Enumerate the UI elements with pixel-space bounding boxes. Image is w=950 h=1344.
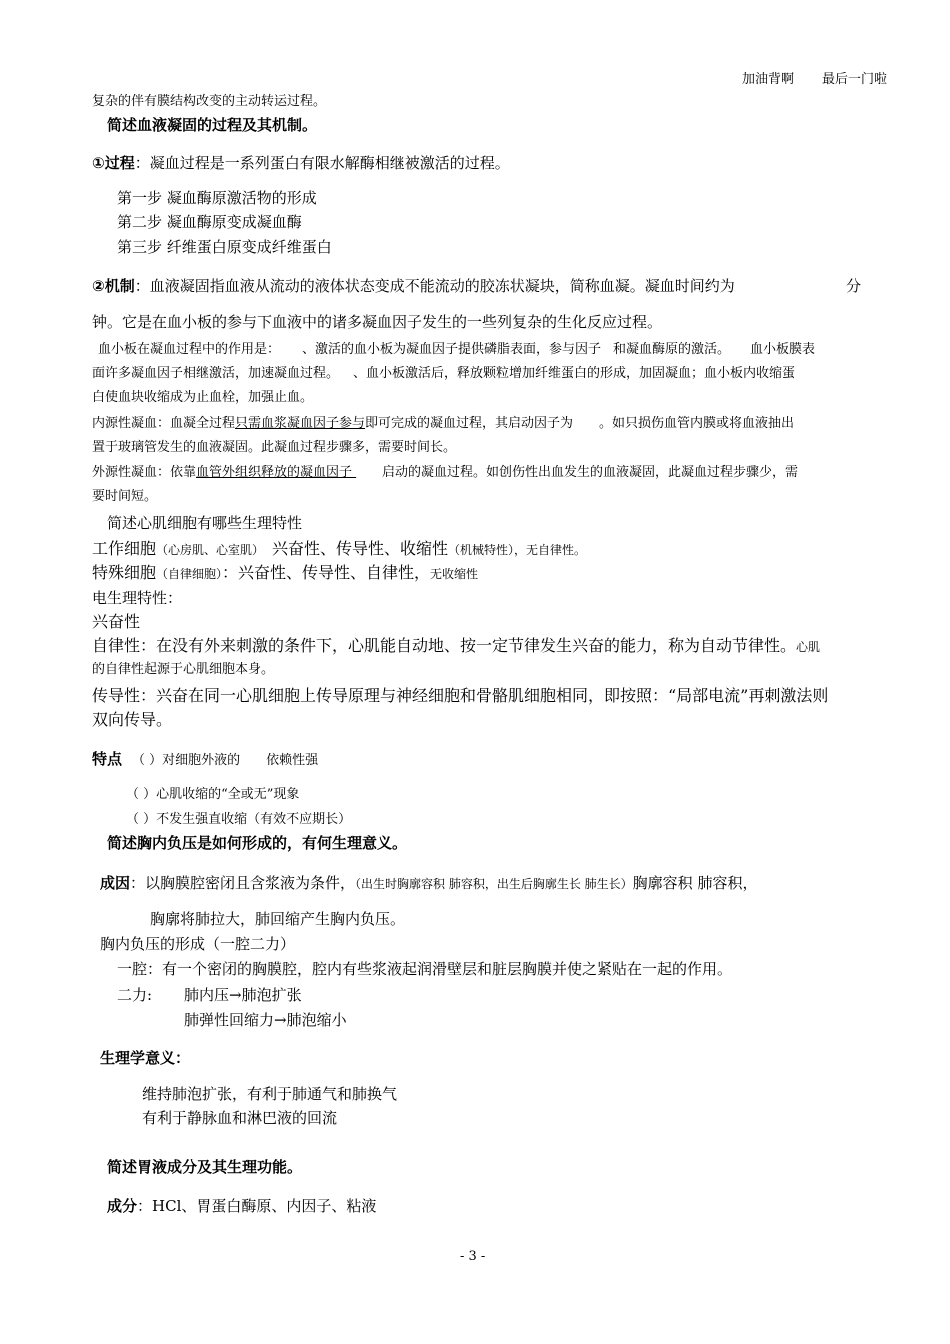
question-heading: 简述胸内负压是如何形成的，有何生理意义。 — [107, 834, 408, 852]
automaticity-line — [92, 636, 820, 657]
text-line: 胸廓将肺拉大，肺回缩产生胸内负压。 — [150, 910, 406, 928]
text-span: 面许多凝血因子相继激活，加速凝血过程。 — [92, 366, 340, 381]
text-span: 、激活的血小板为凝血因子提供磷脂表面，参与因子 — [302, 342, 602, 357]
text-span: 和凝血酶原的激活。 — [613, 342, 731, 357]
text-span: （机械特性），无自律性。 — [448, 543, 587, 557]
subheading: 生理学意义： — [100, 1049, 191, 1067]
composition-label: 成分 — [107, 1197, 138, 1215]
text-span: 即可完成的凝血过程，其启动因子为 — [365, 416, 574, 431]
underlined-span: 血管外组织释放的凝血因子 — [196, 465, 353, 480]
step-line: 第二步 凝血酶原变成凝血酶 — [117, 213, 302, 231]
text-span: 血小板在凝血过程中的作用是： — [98, 342, 281, 357]
cause-line — [100, 874, 757, 894]
text-span: 外源性凝血：依靠 — [92, 465, 197, 480]
platelet-line — [98, 342, 815, 359]
text-span: 胸廓容积 肺容积， — [632, 874, 758, 892]
features-label: 特点 — [92, 750, 123, 768]
text-span: 内源性凝血：血凝全过程 — [92, 416, 236, 431]
force-label: 二力: — [117, 986, 153, 1004]
step-line: 第一步 凝血酶原激活物的形成 — [117, 189, 317, 207]
text-span: 心肌 — [796, 640, 821, 654]
force-item: 肺内压→肺泡扩张 — [184, 986, 302, 1004]
text-line: 置于玻璃管发生的血液凝固。此凝血过程步骤多，需要时间长。 — [92, 440, 457, 455]
text-line: 一腔：有一个密闭的胸膜腔，腔内有些浆液起润滑壁层和脏层胸膜并使之紧贴在一起的作用。 — [117, 960, 733, 978]
header-right: 最后一门啦 — [822, 72, 888, 87]
underlined-span: 只需血浆凝血因子参与 — [235, 416, 366, 431]
text-span: （出生时胸廓容积 肺容积，出生后胸廓生长 肺生长） — [355, 877, 633, 891]
text-span: ：以胸膜腔密闭且含浆液为条件， — [130, 874, 356, 892]
question-heading: 简述血液凝固的过程及其机制。 — [107, 116, 318, 134]
text-span: 血小板膜表 — [750, 342, 816, 357]
process-paragraph — [92, 154, 510, 174]
mechanism-text: ：血液凝固指血液从流动的液体状态变成不能流动的胶冻状凝块，简称血凝。凝血时间约为 — [134, 277, 735, 295]
text-line: 维持肺泡扩张，有利于肺通气和肺换气 — [142, 1085, 398, 1103]
question-heading: 简述心肌细胞有哪些生理特性 — [107, 514, 303, 532]
text-line: 传导性：兴奋在同一心肌细胞上传导原理与神经细胞和骨骼肌细胞相同，即按照：“局部电流”再刺激法则 — [92, 686, 829, 705]
composition-line — [107, 1197, 376, 1217]
process-text: ：凝血过程是一系列蛋白有限水解酶相继被激活的过程。 — [134, 154, 510, 172]
text-line: 白使血块收缩成为止血栓，加强止血。 — [92, 390, 314, 405]
mechanism-label: ②机制 — [92, 277, 135, 295]
subheading: 胸内负压的形成（一腔二力） — [100, 935, 296, 953]
platelet-line — [92, 366, 795, 383]
text-line: 复杂的伴有膜结构改变的主动转运过程。 — [92, 94, 327, 109]
subheading: 电生理特性： — [92, 589, 183, 607]
mechanism-paragraph — [92, 277, 735, 297]
text-span: ：HCl、胃蛋白酶原、内因子、粘液 — [137, 1197, 377, 1215]
step-line: 第三步 纤维蛋白原变成纤维蛋白 — [117, 238, 332, 256]
text-line: 的自律性起源于心肌细胞本身。 — [92, 662, 275, 677]
force-item: 肺弹性回缩力→肺泡缩小 — [184, 1011, 347, 1029]
header-left: 加油背啊 — [742, 72, 795, 87]
text-span: 无收缩性 — [430, 567, 479, 581]
page-number: - 3 - — [460, 1249, 486, 1264]
text-line: 有利于静脉血和淋巴液的回流 — [142, 1109, 338, 1127]
text-span: 工作细胞 — [92, 539, 157, 558]
intrinsic-line — [92, 416, 794, 433]
feature-item: （ ）不发生强直收缩（有效不应期长） — [126, 812, 352, 827]
text-span: 启动的凝血过程。如创伤性出血发生的血液凝固，此凝血过程步骤少，需 — [382, 465, 799, 480]
special-cell-line — [92, 563, 478, 584]
process-label: ①过程 — [92, 154, 135, 172]
mechanism-end: 分 — [846, 277, 862, 295]
text-span: 自律性：在没有外来刺激的条件下，心肌能自动地、按一定节律发生兴奋的能力，称为自动节律性。 — [92, 636, 797, 655]
text-line: 钟。它是在血小板的参与下血液中的诸多凝血因子发生的一些列复杂的生化反应过程。 — [92, 313, 663, 331]
text-span: 、血小板激活后，释放颗粒增加纤维蛋白的形成，加固凝血；血小板内收缩蛋 — [353, 366, 796, 381]
working-cell-line — [92, 539, 586, 560]
text-span: 依赖性强 — [266, 753, 319, 768]
question-heading: 简述胃液成分及其生理功能。 — [107, 1158, 303, 1176]
text-span: ：兴奋性、传导性、自律性， — [222, 563, 431, 582]
text-span: （自律细胞） — [156, 567, 223, 581]
text-span: 特殊细胞 — [92, 563, 157, 582]
text-span: 。如只损伤血管内膜或将血液抽出 — [599, 416, 795, 431]
extrinsic-line — [92, 465, 798, 482]
text-span: 兴奋性、传导性、收缩性 — [272, 539, 449, 558]
text-span: （心房肌、心室肌） — [156, 543, 265, 557]
text-line: 要时间短。 — [92, 489, 158, 504]
cause-label: 成因 — [100, 874, 131, 892]
feature-item: （ ）心肌收缩的“全或无”现象 — [126, 787, 300, 802]
text-span: （ ）对细胞外液的 — [132, 753, 241, 768]
text-line: 双向传导。 — [92, 710, 173, 729]
features-line — [92, 750, 318, 770]
text-line: 兴奋性 — [92, 612, 141, 631]
